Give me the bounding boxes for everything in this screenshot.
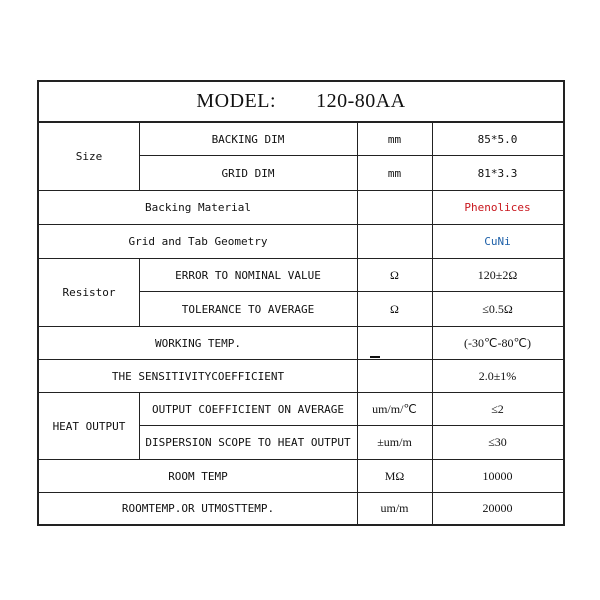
tolerance-average-value: ≤0.5Ω xyxy=(482,301,513,316)
grid-dim-unit: mm xyxy=(387,166,402,180)
utmost-temp-label: ROOMTEMP.OR UTMOSTTEMP. xyxy=(121,502,275,515)
output-coefficient-label: OUTPUT COEFFICIENT ON AVERAGE xyxy=(151,402,345,416)
backing-material-value: Phenolices xyxy=(464,201,531,214)
output-coefficient-value: ≤2 xyxy=(491,401,504,416)
sensitivity-unit xyxy=(357,360,432,392)
working-temp-label: WORKING TEMP. xyxy=(154,336,242,350)
utmost-temp-unit: um/m xyxy=(380,501,409,515)
heat-output-label: HEAT OUTPUT xyxy=(52,419,126,433)
room-temp-value: 10000 xyxy=(482,468,513,483)
grid-tab-geometry-unit xyxy=(357,225,432,258)
sensitivity-value: 2.0±1% xyxy=(478,368,517,383)
room-temp-unit: MΩ xyxy=(384,468,405,483)
dispersion-scope-label: DISPERSION SCOPE TO HEAT OUTPUT xyxy=(145,436,351,449)
error-nominal-unit: Ω xyxy=(390,267,399,282)
sensitivity-label: THE SENSITIVITYCOEFFICIENT xyxy=(111,369,285,383)
backing-dim-value: 85*5.0 xyxy=(477,132,518,146)
backing-material-label: Backing Material xyxy=(145,201,251,214)
size-label: Size xyxy=(75,150,103,163)
model-number: 120-80AA xyxy=(316,90,406,112)
grid-dim-label: GRID DIM xyxy=(221,166,275,180)
model-prefix: MODEL: xyxy=(196,90,277,112)
output-coefficient-unit: um/m/℃ xyxy=(372,401,417,416)
room-temp-label: ROOM TEMP xyxy=(168,469,228,483)
grid-tab-geometry-label: Grid and Tab Geometry xyxy=(128,235,268,248)
resistor-label: Resistor xyxy=(62,286,116,299)
dash-mark xyxy=(370,356,380,358)
dispersion-scope-unit: ±um/m xyxy=(377,435,412,449)
tolerance-average-unit: Ω xyxy=(390,301,399,316)
tolerance-average-label: TOLERANCE TO AVERAGE xyxy=(181,302,315,316)
working-temp-value: (-30℃-80℃) xyxy=(464,335,531,350)
error-nominal-value: 120±2Ω xyxy=(477,267,518,282)
model-title xyxy=(39,82,563,123)
grid-tab-geometry-value: CuNi xyxy=(484,235,511,248)
backing-dim-unit: mm xyxy=(387,132,402,146)
working-temp-unit xyxy=(357,327,432,359)
dispersion-scope-value: ≤30 xyxy=(488,435,507,449)
error-nominal-label: ERROR TO NOMINAL VALUE xyxy=(175,268,321,282)
utmost-temp-value: 20000 xyxy=(482,501,513,515)
grid-dim-value: 81*3.3 xyxy=(477,166,518,180)
backing-dim-label: BACKING DIM xyxy=(211,132,285,146)
spec-table xyxy=(37,80,565,526)
backing-material-unit xyxy=(357,191,432,224)
